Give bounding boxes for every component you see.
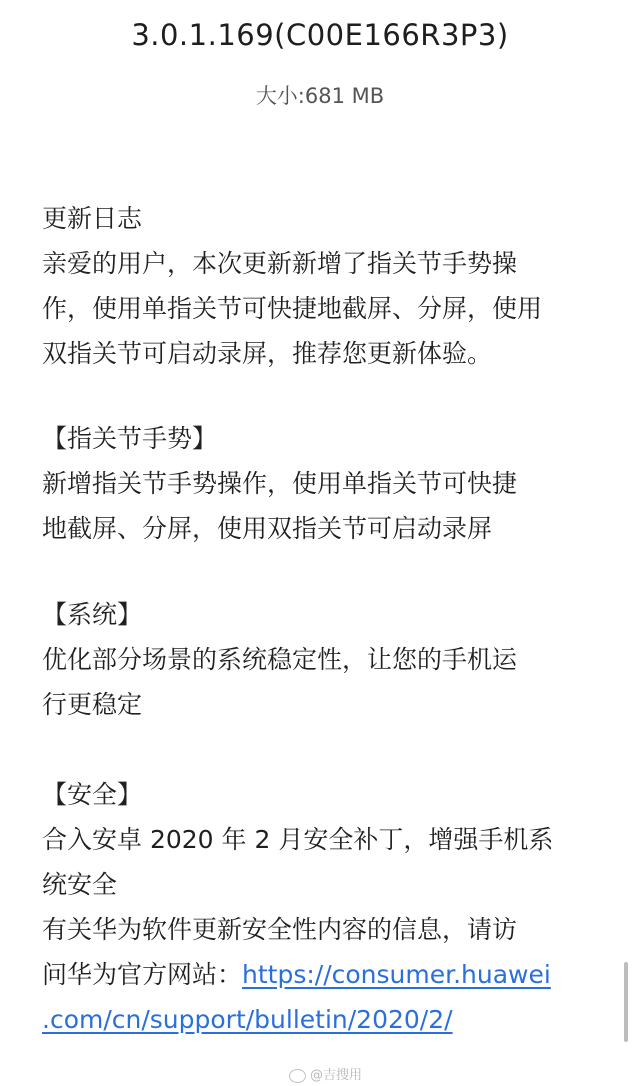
scrollbar[interactable] (624, 962, 628, 1042)
security-link-prefix: 问华为官方网站： (42, 960, 243, 989)
changelog-block (42, 196, 602, 376)
system-section (42, 592, 602, 727)
security-section (42, 772, 602, 1042)
security-link-line (42, 952, 602, 997)
changelog-intro-line: 亲爱的用户，本次更新新增了指关节手势操 (42, 249, 518, 278)
system-line: 行更稳定 (42, 690, 143, 719)
security-line: 有关华为软件更新安全性内容的信息，请访 (42, 915, 518, 944)
security-link-line (42, 997, 602, 1042)
changelog-intro-line: 作，使用单指关节可快捷地截屏、分屏，使用 (42, 294, 543, 323)
gesture-section-title: 【指关节手势】 (42, 424, 218, 453)
version-title: 3.0.1.169(C00E166R3P3) (131, 18, 509, 52)
security-line: 合入安卓 2020 年 2 月安全补丁，增强手机系 (42, 825, 554, 854)
bulletin-link[interactable]: https://consumer.huawei (242, 960, 551, 989)
security-line: 统安全 (42, 870, 118, 899)
changelog-title: 更新日志 (42, 204, 143, 233)
watermark-text: @吉搜用 (309, 1068, 362, 1083)
weibo-icon (289, 1069, 306, 1083)
system-line: 优化部分场景的系统稳定性，让您的手机运 (42, 645, 518, 674)
changelog-intro-line: 双指关节可启动录屏，推荐您更新体验。 (42, 339, 493, 368)
gesture-line: 地截屏、分屏，使用双指关节可启动录屏 (42, 514, 493, 543)
gesture-line: 新增指关节手势操作，使用单指关节可快捷 (42, 469, 518, 498)
gesture-section (42, 416, 602, 551)
security-section-title: 【安全】 (42, 780, 143, 809)
bulletin-link-continued[interactable]: .com/cn/support/bulletin/2020/2/ (42, 1005, 453, 1034)
package-size: 大小:681 MB (255, 84, 385, 108)
watermark (289, 1064, 362, 1083)
system-section-title: 【系统】 (42, 600, 143, 629)
